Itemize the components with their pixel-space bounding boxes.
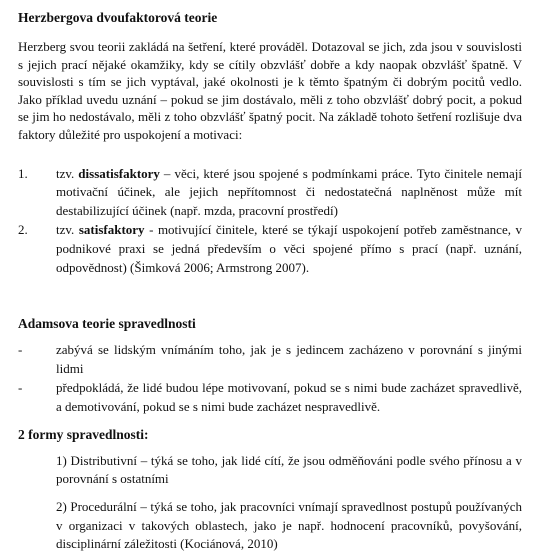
item-prefix: tzv.: [56, 221, 79, 237]
herzberg-factor-list: [18, 165, 522, 278]
list-item-dissatisfactors: [18, 165, 522, 221]
procedural-justice-paragraph: 2) Procedurální – týká se toho, jak pracovníci vnímají spravedlnost postupů používaných v organizaci v takových oblastech, jako je např. hodnocení pracovníků, povyšování, disciplinární záležitosti (Kociánová, 2010): [56, 499, 522, 552]
term-dissatisfactors: dissatisfaktory: [78, 165, 160, 181]
adams-list: [18, 341, 522, 416]
list-marker: -: [18, 379, 23, 395]
list-item: [18, 379, 522, 417]
term-satisfactors: satisfaktory: [78, 221, 145, 237]
list-marker: 2.: [18, 221, 28, 237]
document-page: [18, 4, 522, 554]
item-text: – věci, které jsou spojené s podmínkami práce. Tyto činitele nemají motivační účinek, ale jejich nepřítomnost či nedostatečná naplněnost může mít destabilizující účinek (např. mzda, pracovní prostředí): [56, 165, 522, 219]
list-item: [18, 341, 522, 379]
item-text: zabývá se lidským vnímáním toho, jak je s jedincem zacházeno v porovnání s jinými lidmi: [56, 342, 522, 377]
item-prefix: tzv.: [56, 165, 79, 181]
distributive-justice-paragraph: 1) Distributivní – týká se toho, jak lidé cítí, že jsou odměňováni podle svého přínosu a v porovnání s ostatními: [56, 452, 522, 486]
list-marker: 1.: [18, 165, 28, 181]
item-text: předpokládá, že lidé budou lépe motivovaní, pokud se s nimi bude zacházet spravedlivě, a demotivování, pokud se s nimi bude zacházet nespravedlivě.: [56, 379, 522, 414]
item-text: - motivující činitele, které se týkají uspokojení potřeb zaměstnance, v podnikové praxi se jedná především o věci spojené přímo s prací (např. uznání, odpovědnost) (Šimková 2006; Armstrong 2007).: [56, 221, 522, 275]
herzberg-heading: Herzbergova dvoufaktorová teorie: [18, 10, 218, 25]
list-marker: -: [18, 342, 23, 358]
list-item-satisfactors: [18, 221, 522, 277]
justice-forms-heading: 2 formy spravedlnosti:: [18, 426, 149, 442]
herzberg-intro-paragraph: Herzberg svou teorii zakládá na šetření, které prováděl. Dotazoval se jich, zda jsou v souvislosti s jejich prací nějaké okamžiky, kdy se cítily obzvlášť dobře a kdy naopak obzvlášť špatně. V souvislosti s tím se jich vyptával, jaké okolnosti je k těmto špatným či dobrým pocitů vedlo. Jako příklad uvedu uznání – pokud se jim dostávalo, měli z toho obzvlášť dobrý pocit, a pokud se jim ho nedostávalo, měli z toho obzvlášť špatný pocit. Na základě tohoto šetření rozlišuje dva faktory důležité pro uspokojení a motivaci:: [18, 39, 522, 142]
adams-heading: Adamsova teorie spravedlnosti: [18, 316, 196, 332]
